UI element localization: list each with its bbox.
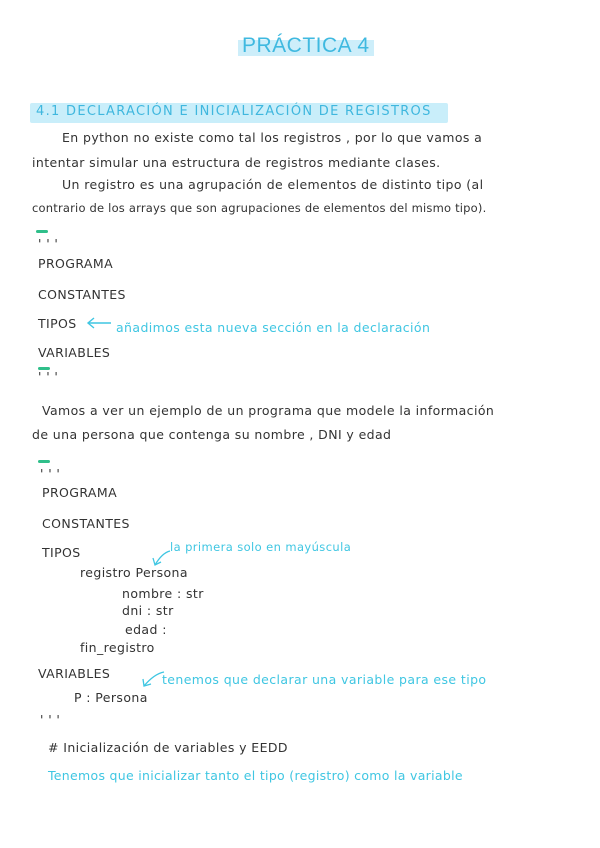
tipos-annotation: añadimos esta nueva sección en la declaración (116, 320, 431, 335)
intro-line-4: contrario de los arrays que son agrupaciones de elementos del mismo tipo). (32, 201, 487, 215)
example-line-2: de una persona que contenga su nombre , DNI y edad (32, 427, 392, 442)
variables-annotation: tenemos que declarar una variable para ese tipo (162, 672, 487, 687)
block2-constantes: CONSTANTES (42, 516, 130, 531)
block1-programa: PROGRAMA (38, 256, 114, 271)
block2-quotes-close: ' ' ' (40, 712, 61, 727)
page-title: PRÁCTICA 4 (238, 34, 374, 58)
field-edad: edad : (125, 622, 167, 637)
comment-inicializacion: # Inicialización de variables y EEDD (48, 740, 288, 755)
intro-line-2: intentar simular una estructura de registros mediante clases. (32, 155, 441, 170)
block1-constantes: CONSTANTES (38, 287, 126, 302)
intro-line-1: En python no existe como tal los registros , por lo que vamos a (62, 130, 483, 145)
block1-quotes-close: ' ' ' (38, 369, 59, 384)
example-line-1: Vamos a ver un ejemplo de un programa que modele la información (42, 403, 495, 418)
block2-quotes-open: ' ' ' (40, 466, 61, 481)
fin-registro: fin_registro (80, 640, 155, 655)
section-heading-text: 4.1 DECLARACIÓN E INICIALIZACIÓN DE REGISTROS (36, 104, 432, 119)
block1-tipos: TIPOS (38, 316, 77, 331)
field-nombre: nombre : str (122, 586, 204, 601)
field-dni: dni : str (122, 603, 174, 618)
block1-quotes-open: ' ' ' (38, 236, 59, 251)
var-p-persona: P : Persona (74, 690, 148, 705)
arrow-left-icon (86, 316, 112, 330)
registro-persona: registro Persona (80, 565, 188, 580)
block2-programa: PROGRAMA (42, 485, 118, 500)
block2-tipos: TIPOS (42, 545, 81, 560)
registro-annotation: la primera solo en mayúscula (170, 540, 352, 554)
section-heading (30, 103, 448, 123)
final-annotation: Tenemos que inicializar tanto el tipo (registro) como la variable (48, 768, 463, 783)
intro-line-3: Un registro es una agrupación de elementos de distinto tipo (al (62, 177, 484, 192)
block1-variables: VARIABLES (38, 345, 111, 360)
block2-variables: VARIABLES (38, 666, 111, 681)
code-marker-3 (38, 460, 50, 463)
code-marker-1 (36, 230, 48, 233)
